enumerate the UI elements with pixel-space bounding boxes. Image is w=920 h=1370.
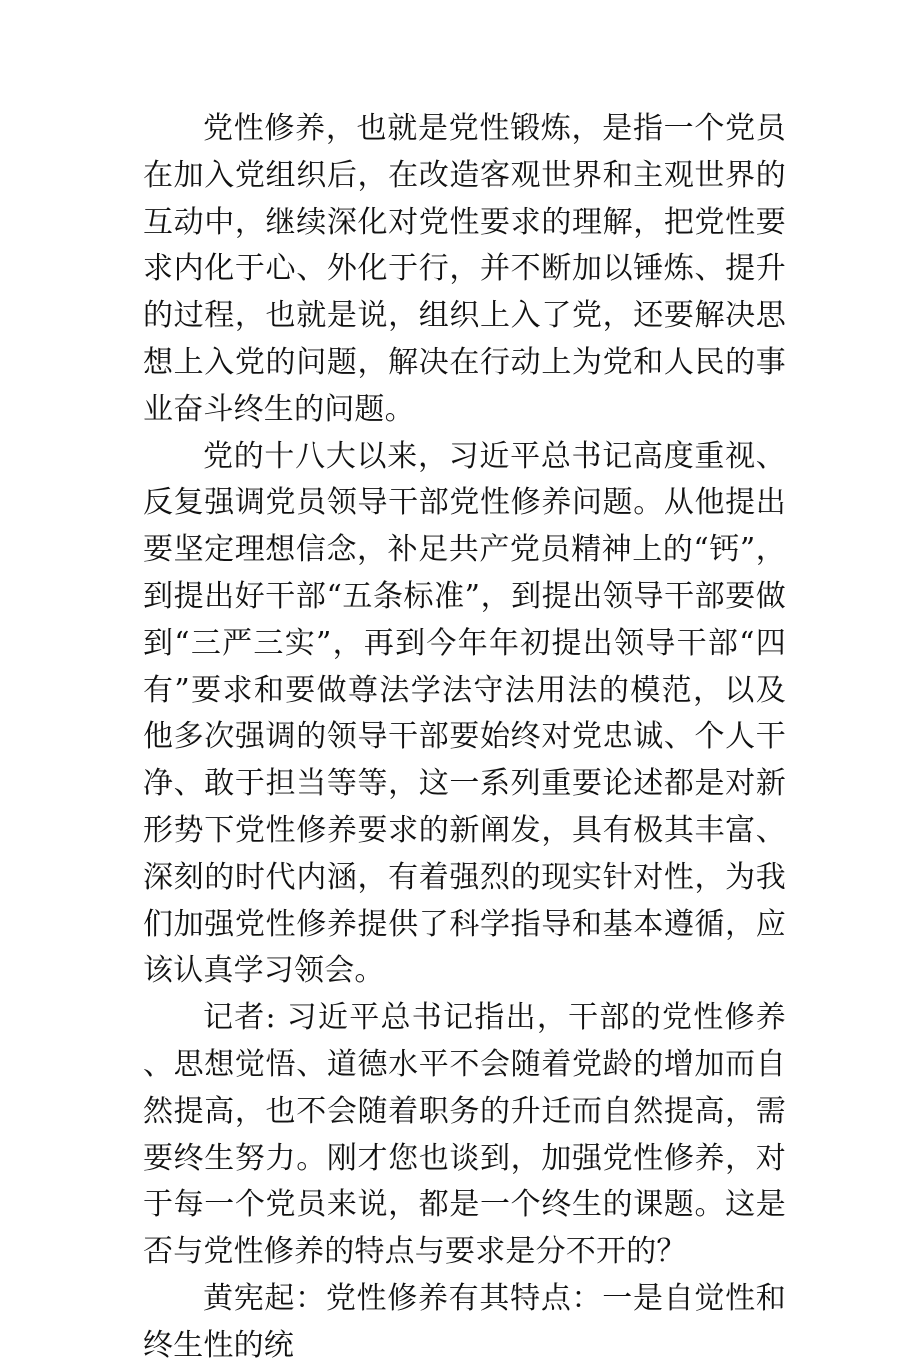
paragraph-party-cultivation-definition: 党性修养，也就是党性锻炼，是指一个党员在加入党组织后，在改造客观世界和主观世界的互动中，继续深化对党性要求的理解，把党性要求内化于心、外化于行，并不断加以锤炼、提升的过程，也就是说，组织上入了党，还要解决思想上入党的问题，解决在行动上为党和人民的事业奋斗终生的问题。 (143, 111, 786, 427)
paragraph-since-18th-congress: 党的十八大以来，习近平总书记高度重视、反复强调党员领导干部党性修养问题。从他提出要坚定理想信念，补足共产党员精神上的“钙”，到提出好干部“五条标准”，到提出领导干部要做到“三严三实”，再到今年年初提出领导干部“四有”要求和要做尊法学法守法用法的模范，以及他多次强调的领导干部要始终对党忠诚、个人干净、敢于担当等等，这一系列重要论述都是对新形势下党性修养要求的新阐发，具有极其丰富、深刻的时代内涵，有着强烈的现实针对性，为我们加强党性修养提供了科学指导和基本遵循，应该认真学习领会。 (143, 438, 786, 989)
paragraph-huang-xianqi-answer: 黄宪起：党性修养有其特点：一是自觉性和终生性的统 (143, 1280, 786, 1363)
article-body (143, 106, 786, 1370)
paragraph-reporter-question: 记者: 习近平总书记指出，干部的党性修养、思想觉悟、道德水平不会随着党龄的增加而自然提高，也不会随着职务的升迁而自然提高，需要终生努力。刚才您也谈到，加强党性修养，对于每一个党员来说，都是一个终生的课题。这是否与党性修养的特点与要求是分不开的？ (143, 1000, 786, 1270)
